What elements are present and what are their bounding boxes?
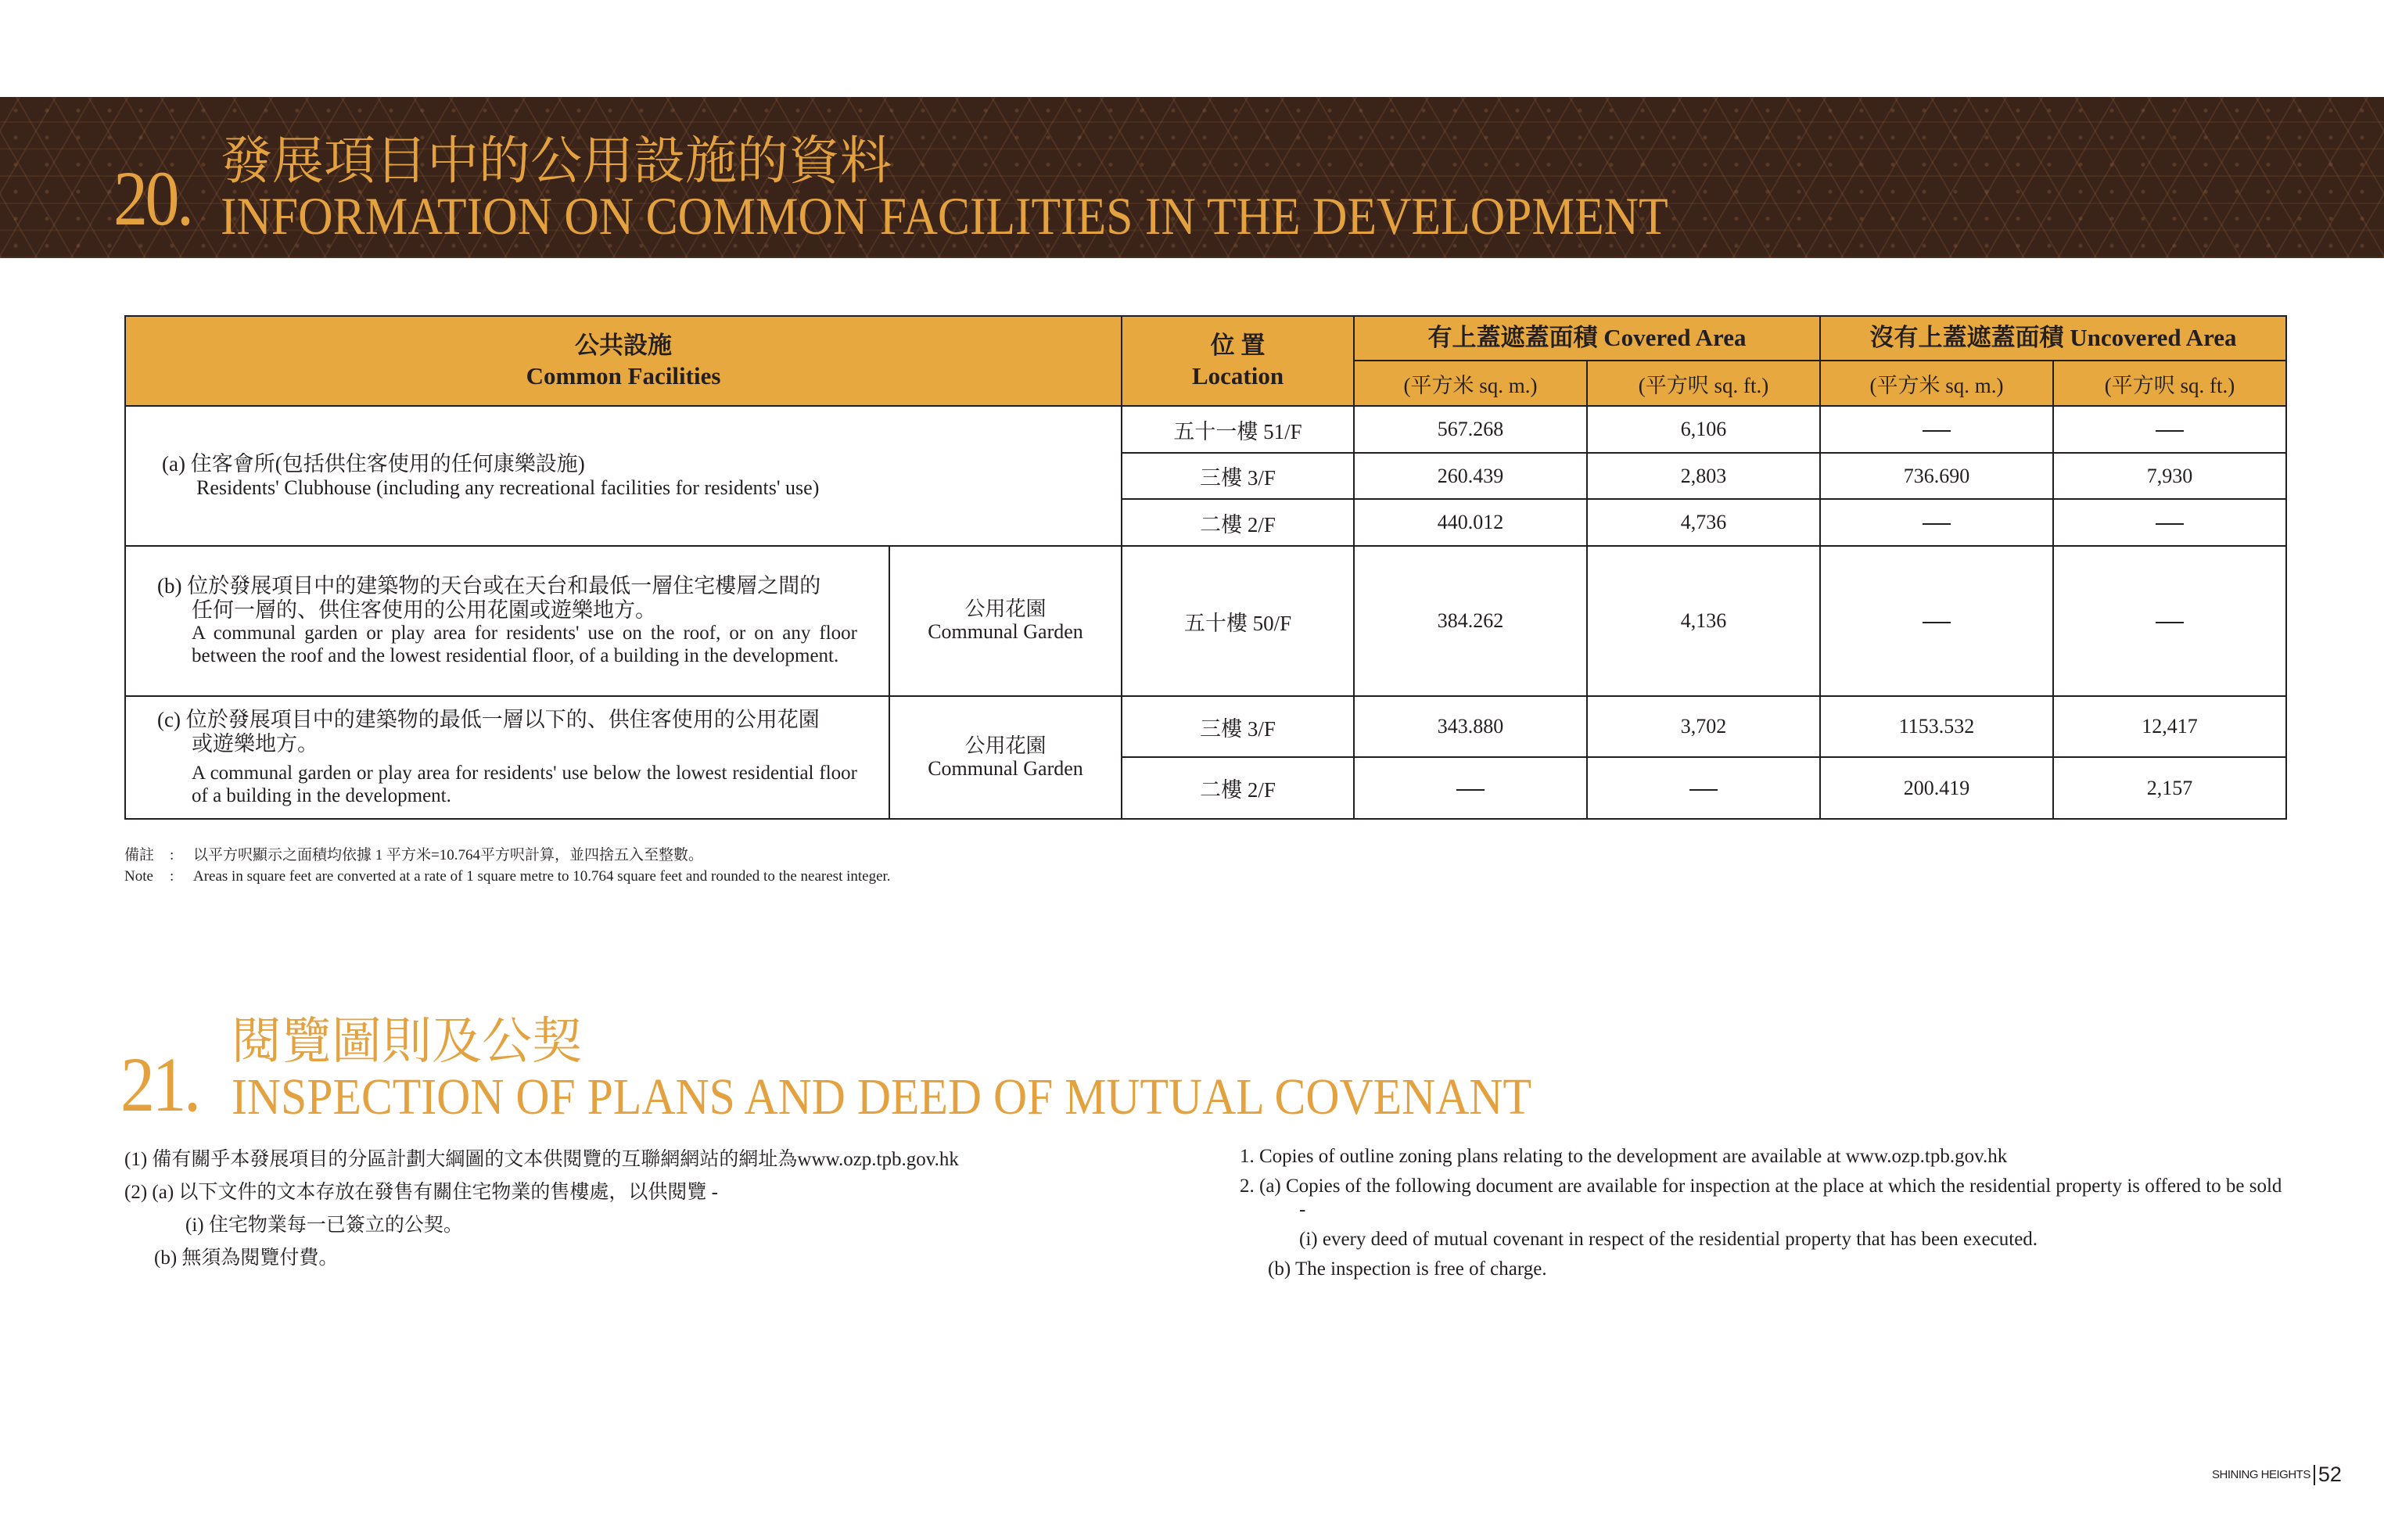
note-label-zh: 備註	[124, 847, 155, 863]
facility-a-en: Residents' Clubhouse (including any recreational facilities for residents' use)	[196, 476, 820, 500]
facility-a-description	[125, 406, 1122, 546]
section-21-en-list	[1240, 1145, 2288, 1287]
header-uncovered-area	[1820, 316, 2286, 361]
common-facilities-table	[124, 315, 2287, 820]
note-text-en: Areas in square feet are converted at a rate of 1 square metre to 10.764 square feet and rounded to the nearest integer.	[193, 868, 891, 885]
page-footer	[2212, 1463, 2342, 1487]
covered-sqft-cell: 4,136	[1587, 546, 1820, 696]
covered-sqft-cell: 3,702	[1587, 696, 1820, 757]
uncovered-sqft-cell	[2053, 546, 2286, 696]
location-cell: 五十樓 50/F	[1122, 546, 1354, 696]
header-sqm-label: (平方米 sq. m.)	[1403, 373, 1538, 397]
section-20-number: 20.	[113, 155, 192, 242]
header-uncovered-label: 沒有上蓋遮蓋面積 Uncovered Area	[1869, 324, 2237, 352]
note-zh	[124, 845, 891, 866]
zh-item-2a-i: (i) 住宅物業每一已簽立的公契。	[185, 1215, 463, 1236]
uncovered-sqm-cell	[1820, 546, 2053, 696]
header-location	[1122, 316, 1354, 406]
section-20-banner	[0, 97, 2384, 258]
facility-b-description	[125, 546, 889, 696]
covered-sqm-cell: 567.268	[1354, 406, 1587, 453]
table-row	[125, 696, 2286, 757]
note-text-zh: 以平方呎顯示之面積均依據 1 平方米=10.764平方呎計算，並四捨五入至整數。	[193, 847, 703, 863]
section-21-title-zh: 閱覽圖則及公契	[232, 1014, 582, 1069]
location-cell: 二樓 2/F	[1122, 757, 1354, 819]
common-facilities-table-container	[124, 315, 2285, 817]
covered-sqm-cell: 343.880	[1354, 696, 1587, 757]
uncovered-sqm-cell: 200.419	[1820, 757, 2053, 819]
header-common-facilities	[125, 316, 1122, 406]
zh-item-1: (1) 備有關乎本發展項目的分區計劃大綱圖的文本供閱覽的互聯網網站的網址為www.ozp.tpb.gov.hk	[124, 1149, 959, 1170]
table-note	[124, 845, 891, 887]
uncovered-sqm-cell	[1820, 499, 2053, 546]
covered-sqm-cell: 440.012	[1354, 499, 1587, 546]
header-covered-sqft	[1587, 361, 1820, 406]
header-sqft-label: (平方呎 sq. ft.)	[1638, 373, 1769, 397]
dash-mark	[2156, 430, 2184, 432]
facility-c-type	[889, 696, 1122, 819]
garden-label-en: Communal Garden	[928, 756, 1083, 780]
facility-c-en: A communal garden or play area for residents' use below the lowest residential floor of a building in the development.	[192, 762, 857, 806]
uncovered-sqft-cell: 2,157	[2053, 757, 2286, 819]
section-21-zh-list	[124, 1143, 959, 1275]
location-cell: 五十一樓 51/F	[1122, 406, 1354, 453]
dash-mark	[1923, 523, 1951, 525]
table-row	[125, 406, 2286, 453]
dash-mark	[1456, 789, 1485, 791]
uncovered-sqft-cell	[2053, 406, 2286, 453]
covered-sqft-cell: 6,106	[1587, 406, 1820, 453]
header-facilities-en: Common Facilities	[526, 361, 721, 389]
header-covered-label: 有上蓋遮蓋面積 Covered Area	[1427, 324, 1747, 352]
garden-label-zh: 公用花園	[964, 598, 1047, 621]
section-20-title-zh: 發展項目中的公用設施的資料	[221, 133, 892, 190]
dash-mark	[2156, 622, 2184, 623]
note-en	[124, 866, 891, 887]
uncovered-sqft-cell	[2053, 499, 2286, 546]
en-item-2a-i: (i) every deed of mutual covenant in respect of the residential property that has been executed.	[1299, 1229, 2038, 1250]
uncovered-sqm-cell	[1820, 406, 2053, 453]
location-cell: 三樓 3/F	[1122, 453, 1354, 499]
note-colon: :	[170, 868, 174, 885]
page-number: 52	[2318, 1463, 2342, 1486]
header-sqft-label: (平方呎 sq. ft.)	[2104, 373, 2235, 397]
header-sqm-label: (平方米 sq. m.)	[1869, 373, 2004, 397]
note-label-en: Note	[124, 868, 153, 885]
note-colon: :	[170, 847, 174, 863]
section-21-title-en: INSPECTION OF PLANS AND DEED OF MUTUAL COVENANT	[232, 1068, 1531, 1125]
uncovered-sqft-cell: 7,930	[2053, 453, 2286, 499]
garden-label-en: Communal Garden	[928, 620, 1083, 643]
header-covered-area	[1354, 316, 1820, 361]
covered-sqft-cell: 4,736	[1587, 499, 1820, 546]
facility-b-type	[889, 546, 1122, 696]
facility-c-zh-line1: (c) 位於發展項目中的建築物的最低一層以下的、供住客使用的公用花園	[157, 707, 820, 731]
en-item-2a: 2. (a) Copies of the following document are available for inspection at the place at which the residential property is offered to be sold -	[1240, 1176, 2282, 1220]
location-cell: 三樓 3/F	[1122, 696, 1354, 757]
uncovered-sqft-cell: 12,417	[2053, 696, 2286, 757]
dash-mark	[1923, 430, 1951, 432]
en-item-2b: (b) The inspection is free of charge.	[1268, 1258, 1547, 1280]
covered-sqm-cell: 384.262	[1354, 546, 1587, 696]
footer-brand: SHINING HEIGHTS	[2212, 1468, 2310, 1481]
facility-b-zh-line2: 任何一層的、供住客使用的公用花園或遊樂地方。	[192, 598, 656, 623]
header-location-zh: 位 置	[1210, 331, 1266, 359]
footer-divider	[2314, 1465, 2315, 1485]
zh-item-2b: (b) 無須為閱覽付費。	[154, 1247, 339, 1269]
facility-b-zh-line1: (b) 位於發展項目中的建築物的天台或在天台和最低一層住宅樓層之間的	[157, 574, 821, 598]
section-20-title-en: INFORMATION ON COMMON FACILITIES IN THE DEVELOPMENT	[221, 186, 1668, 246]
covered-sqft-cell: 2,803	[1587, 453, 1820, 499]
covered-sqm-cell	[1354, 757, 1587, 819]
facility-a-zh: (a) 住客會所(包括供住客使用的任何康樂設施)	[162, 452, 585, 476]
covered-sqft-cell	[1587, 757, 1820, 819]
dash-mark	[1689, 789, 1718, 791]
en-item-1: 1. Copies of outline zoning plans relating to the development are available at www.ozp.tpb.gov.hk	[1240, 1146, 2008, 1167]
garden-label-zh: 公用花園	[964, 734, 1047, 757]
header-covered-sqm	[1354, 361, 1587, 406]
uncovered-sqm-cell: 736.690	[1820, 453, 2053, 499]
uncovered-sqm-cell: 1153.532	[1820, 696, 2053, 757]
dash-mark	[2156, 523, 2184, 525]
table-row	[125, 546, 2286, 696]
location-cell: 二樓 2/F	[1122, 499, 1354, 546]
facility-c-description	[125, 696, 889, 819]
header-location-en: Location	[1191, 361, 1284, 389]
header-uncovered-sqm	[1820, 361, 2053, 406]
header-uncovered-sqft	[2053, 361, 2286, 406]
header-facilities-zh: 公共設施	[575, 331, 672, 359]
facility-c-zh-line2: 或遊樂地方。	[192, 731, 318, 756]
zh-item-2a: (2) (a) 以下文件的文本存放在發售有關住宅物業的售樓處，以供閱覽 -	[124, 1182, 718, 1203]
section-21-number: 21.	[120, 1041, 199, 1128]
dash-mark	[1923, 622, 1951, 623]
facility-b-en: A communal garden or play area for residents' use on the roof, or on any floor between the roof and the lowest residential floor, of a building in the development.	[192, 623, 857, 667]
covered-sqm-cell: 260.439	[1354, 453, 1587, 499]
